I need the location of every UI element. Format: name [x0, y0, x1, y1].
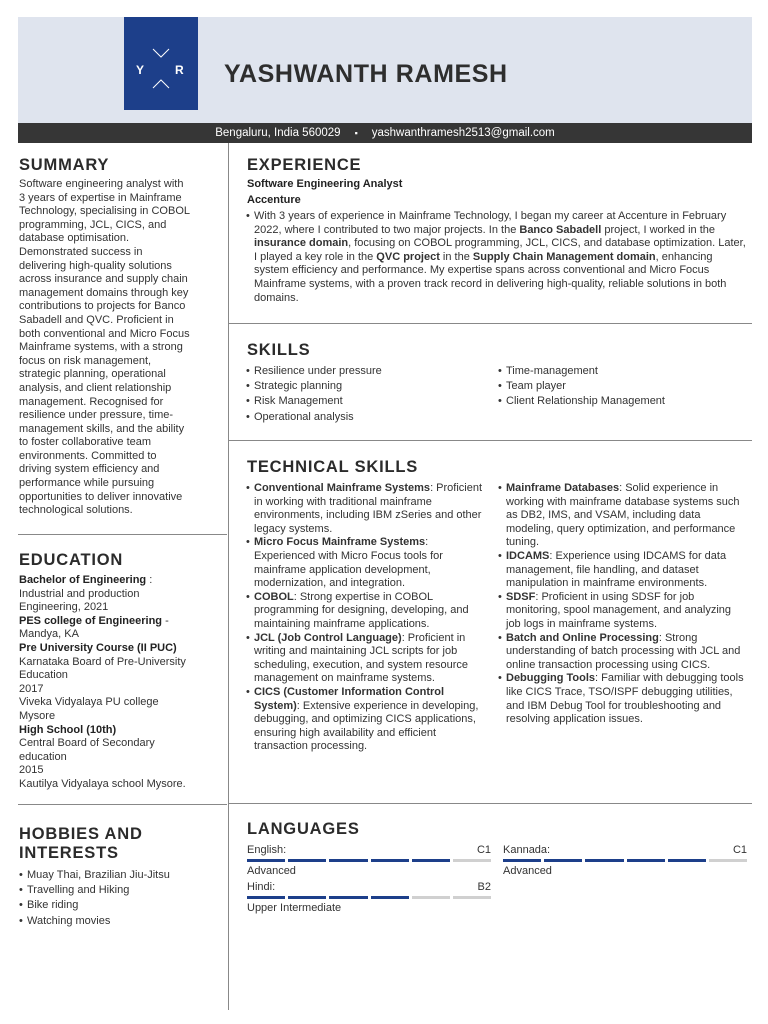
company-name: Accenture: [247, 194, 301, 206]
education-title: EDUCATION: [19, 551, 124, 569]
language-level: Upper Intermediate: [247, 902, 342, 914]
language-proficiency-bar: [247, 859, 491, 862]
summary-line: Software engineering analyst with: [19, 178, 184, 190]
summary-line: delivering high-quality solutions: [19, 259, 172, 272]
summary-text: [19, 178, 225, 518]
column-divider: [228, 143, 229, 1010]
summary-line: performance while pursuing: [19, 477, 155, 490]
email-link[interactable]: yashwanthramesh2513@gmail.com: [371, 127, 555, 139]
proficiency-segment: [453, 859, 491, 862]
summary-line: Mainframe systems, with a strong: [19, 341, 183, 354]
education-entry: High School (10th) Central Board of Secondary education 2015 Kautilya Vidyalaya school Mysore.: [19, 723, 186, 790]
proficiency-segment: [627, 859, 665, 862]
language-level: Advanced: [503, 865, 552, 877]
degree-name: Bachelor of Engineering: [19, 574, 147, 586]
languages-title: LANGUAGES: [247, 820, 360, 838]
language-english: [247, 844, 491, 878]
skills-title: SKILLS: [247, 341, 311, 359]
summary-line: Technology, specialising in COBOL: [19, 205, 190, 218]
summary-line: 3 years of expertise in Mainframe: [19, 191, 182, 204]
list-item: • Resilience under pressure: [246, 364, 486, 379]
proficiency-segment: [247, 896, 285, 899]
list-item: • JCL (Job Control Language): Proficient in writing and maintaining JCL scripts for job scheduling, execution, and system resource management on mainframe systems.: [246, 632, 492, 686]
separator-icon: ▪: [354, 128, 358, 138]
list-item: • Conventional Mainframe Systems: Proficient in working with traditional mainframe environments, including IBM zSeries and other legacy systems.: [246, 482, 492, 536]
divider-skills: [229, 440, 752, 441]
proficiency-segment: [288, 859, 326, 862]
education-list: [19, 574, 225, 792]
proficiency-segment: [329, 859, 367, 862]
skills-list-right: [498, 364, 748, 410]
degree-name: PES college of Engineering: [19, 614, 163, 627]
proficiency-segment: [288, 896, 326, 899]
language-name: English:: [247, 844, 287, 856]
list-item: • Travelling and Hiking: [19, 883, 225, 898]
list-item: • IDCAMS: Experience using IDCAMS for data management, file handling, and dataset manipulation in mainframe environments.: [498, 550, 746, 591]
proficiency-segment: [709, 859, 747, 862]
list-item: • With 3 years of experience in Mainframe Technology, I began my career at Accenture in February 2022, where I contributed to two major projects. In the Banco Sabadell project, I worked in the insurance domain, focusing on COBOL programming, JCL, CICS, and database optimization. Later, I played a key role in the QVC project in the Supply Chain Management domain, enhancing system efficiency and performance. My expertise spans across conventional and Micro Focus Mainframe systems, with a proven track record in delivering high-quality, reliable solutions in both domains.: [246, 210, 748, 305]
proficiency-segment: [371, 896, 409, 899]
proficiency-segment: [668, 859, 706, 862]
summary-line: strategic planning, operational: [19, 368, 166, 381]
contact-bar: [18, 123, 752, 143]
language-proficiency-bar: [247, 896, 491, 899]
language-name: Kannada:: [503, 844, 551, 856]
summary-line: to foster collaborative team: [19, 436, 152, 449]
list-item: • Strategic planning: [246, 379, 486, 394]
summary-line: management. Recognised for: [19, 395, 164, 408]
summary-line: focus on risk management,: [19, 354, 152, 367]
summary-line: database optimisation.: [19, 232, 130, 245]
divider-technical: [229, 803, 752, 804]
degree-name: High School (10th): [19, 723, 117, 736]
proficiency-segment: [247, 859, 285, 862]
list-item: • Muay Thai, Brazilian Jiu-Jitsu: [19, 868, 225, 883]
summary-line: environments. Committed to: [19, 449, 157, 462]
technical-skills-right: [498, 482, 746, 727]
summary-line: analysis, and client relationship: [19, 381, 172, 394]
education-entry: Pre University Course (II PUC) Karnataka Board of Pre-University Education 2017 Viveka Vidyalaya PU college Mysore: [19, 641, 186, 722]
list-item: • Team player: [498, 379, 748, 394]
monogram-logo: [124, 17, 198, 110]
language-proficiency-bar: [503, 859, 747, 862]
summary-line: Sabadell and QVC. Proficient in: [19, 313, 174, 326]
experience-title: EXPERIENCE: [247, 156, 362, 174]
proficiency-segment: [371, 859, 409, 862]
proficiency-segment: [412, 859, 450, 862]
technical-skills-title: TECHNICAL SKILLS: [247, 458, 419, 476]
divider-education: [18, 804, 227, 805]
language-level: Advanced: [247, 865, 296, 877]
divider-experience: [229, 323, 752, 324]
summary-line: resilience under pressure, time-: [19, 409, 174, 422]
proficiency-segment: [329, 896, 367, 899]
language-code: B2: [477, 881, 491, 893]
list-item: • Bike riding: [19, 898, 225, 913]
summary-line: Demonstrated success in: [19, 245, 143, 258]
language-code: C1: [476, 844, 491, 856]
language-kannada: [503, 844, 747, 878]
proficiency-segment: [412, 896, 450, 899]
technical-skills-left: [246, 482, 492, 754]
list-item: • Micro Focus Mainframe Systems: Experienced with Micro Focus tools for mainframe application development, modernization, and integration.: [246, 536, 492, 590]
monogram-initial-y: Y: [136, 63, 145, 77]
summary-line: management domains through key: [19, 286, 189, 299]
list-item: • Risk Management: [246, 394, 486, 409]
list-item: • SDSF: Proficient in using SDSF for job monitoring, spool management, and analyzing job logs in mainframe systems.: [498, 591, 746, 632]
summary-line: driving system efficiency and: [19, 463, 160, 476]
summary-line: across insurance and supply chain: [19, 273, 188, 286]
summary-line: opportunities to deliver innovative: [19, 490, 183, 503]
proficiency-segment: [544, 859, 582, 862]
list-item: • Batch and Online Processing: Strong understanding of batch processing with JCL and online transaction processing using CICS.: [498, 632, 746, 673]
summary-line: programming, JCL, CICS, and: [19, 218, 167, 231]
language-hindi: [247, 881, 491, 915]
list-item: • Time-management: [498, 364, 748, 379]
list-item: • CICS (Customer Information Control System): Extensive experience in developing, debugging, and optimizing CICS applications, ensuring high availability and efficient transaction processing.: [246, 686, 492, 754]
monogram-initial-r: R: [175, 63, 184, 77]
language-name: Hindi:: [247, 881, 276, 893]
proficiency-segment: [453, 896, 491, 899]
summary-line: both conventional and Micro Focus: [19, 327, 190, 340]
proficiency-segment: [503, 859, 541, 862]
job-role: Software Engineering Analyst: [247, 178, 403, 190]
summary-line: technological solutions.: [19, 504, 133, 517]
hobbies-title: HOBBIES AND INTERESTS: [19, 825, 143, 862]
summary-line: contributions to projects for Banco: [19, 300, 186, 313]
candidate-name: YASHWANTH RAMESH: [224, 60, 508, 88]
experience-description: [246, 210, 748, 305]
location-text: Bengaluru, India 560029: [215, 127, 341, 139]
proficiency-segment: [585, 859, 623, 862]
summary-line: management skills, and the ability: [19, 422, 185, 435]
hobbies-list: [19, 868, 225, 929]
language-code: C1: [732, 844, 747, 856]
education-entry: PES college of Engineering - Mandya, KA: [19, 614, 169, 641]
list-item: • Watching movies: [19, 914, 225, 929]
list-item: • Client Relationship Management: [498, 394, 748, 409]
list-item: • Operational analysis: [246, 410, 486, 425]
list-item: • Debugging Tools: Familiar with debugging tools like CICS Trace, TSO/ISPF debugging utilities, and IBM Debug Tool for troubleshooting and resolving application issues.: [498, 672, 746, 726]
skills-list-left: [246, 364, 486, 425]
summary-title: SUMMARY: [19, 156, 110, 174]
divider-summary: [18, 534, 227, 535]
degree-name: Pre University Course (II PUC): [19, 641, 177, 654]
list-item: • COBOL: Strong expertise in COBOL programming for designing, developing, and maintaining mainframe applications.: [246, 591, 492, 632]
education-entry: Bachelor of Engineering : Industrial and production Engineering, 2021: [19, 574, 153, 614]
list-item: • Mainframe Databases: Solid experience in working with mainframe database systems such as DB2, IMS, and VSAM, including data modeling, query optimization, and performance tuning.: [498, 482, 746, 550]
